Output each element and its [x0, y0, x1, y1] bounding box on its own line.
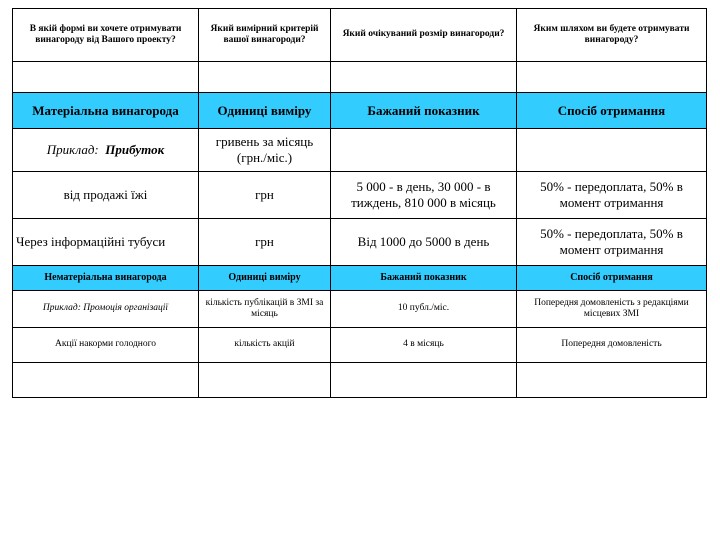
method-heading: Спосіб отримання — [517, 93, 707, 129]
reward-unit: грн — [199, 172, 331, 219]
nonmaterial-reward-heading: Нематеріальна винагорода — [13, 266, 199, 291]
method-heading: Спосіб отримання — [517, 266, 707, 291]
reward-target: 10 публ./міс. — [331, 291, 517, 328]
reward-method: Попередня домовленість з редакціями місцевих ЗМІ — [517, 291, 707, 328]
example-cell — [13, 129, 199, 172]
empty-cell[interactable] — [517, 129, 707, 172]
nonmaterial-header-row — [13, 266, 707, 291]
target-heading: Бажаний показник — [331, 93, 517, 129]
example-unit: гривень за місяць (грн./міс.) — [199, 129, 331, 172]
reward-name: Приклад: Промоція організації — [13, 291, 199, 328]
empty-cell[interactable] — [517, 62, 707, 93]
reward-method: 50% - передоплата, 50% в момент отримання — [517, 172, 707, 219]
question-expected-size: Який очікуваний розмір винагороди? — [331, 9, 517, 62]
table-row — [13, 291, 707, 328]
question-receiving-method: Яким шляхом ви будете отримувати винагороду? — [517, 9, 707, 62]
blank-answer-row — [13, 62, 707, 93]
reward-unit: грн — [199, 219, 331, 266]
empty-cell[interactable] — [13, 62, 199, 93]
reward-name: від продажі їжі — [13, 172, 199, 219]
material-reward-heading: Матеріальна винагорода — [13, 93, 199, 129]
table-row — [13, 328, 707, 363]
empty-cell[interactable] — [199, 62, 331, 93]
question-measure-criterion: Який вимірний критерій вашої винагороди? — [199, 9, 331, 62]
table-row — [13, 219, 707, 266]
blank-answer-row — [13, 363, 707, 398]
reward-unit: кількість акцій — [199, 328, 331, 363]
reward-target: Від 1000 до 5000 в день — [331, 219, 517, 266]
reward-name: Акції накорми голодного — [13, 328, 199, 363]
reward-target: 5 000 - в день, 30 000 - в тиждень, 810 000 в місяць — [331, 172, 517, 219]
example-label: Приклад: — [46, 142, 99, 158]
empty-cell[interactable] — [13, 363, 199, 398]
reward-method: 50% - передоплата, 50% в момент отримання — [517, 219, 707, 266]
empty-cell[interactable] — [331, 62, 517, 93]
questions-row — [13, 9, 707, 62]
units-heading: Одиниці виміру — [199, 93, 331, 129]
target-heading: Бажаний показник — [331, 266, 517, 291]
units-heading: Одиниці виміру — [199, 266, 331, 291]
table-row — [13, 172, 707, 219]
empty-cell[interactable] — [517, 363, 707, 398]
material-example-row — [13, 129, 707, 172]
reward-target: 4 в місяць — [331, 328, 517, 363]
reward-unit: кількість публікацій в ЗМІ за місяць — [199, 291, 331, 328]
empty-cell[interactable] — [199, 363, 331, 398]
reward-name: Через інформаційні тубуси — [13, 219, 199, 266]
reward-planning-table — [12, 8, 707, 398]
reward-method: Попередня домовленість — [517, 328, 707, 363]
empty-cell[interactable] — [331, 363, 517, 398]
empty-cell[interactable] — [331, 129, 517, 172]
question-reward-form: В якій формі ви хочете отримувати винагороду від Вашого проекту? — [13, 9, 199, 62]
example-value: Прибуток — [105, 142, 165, 158]
material-header-row — [13, 93, 707, 129]
